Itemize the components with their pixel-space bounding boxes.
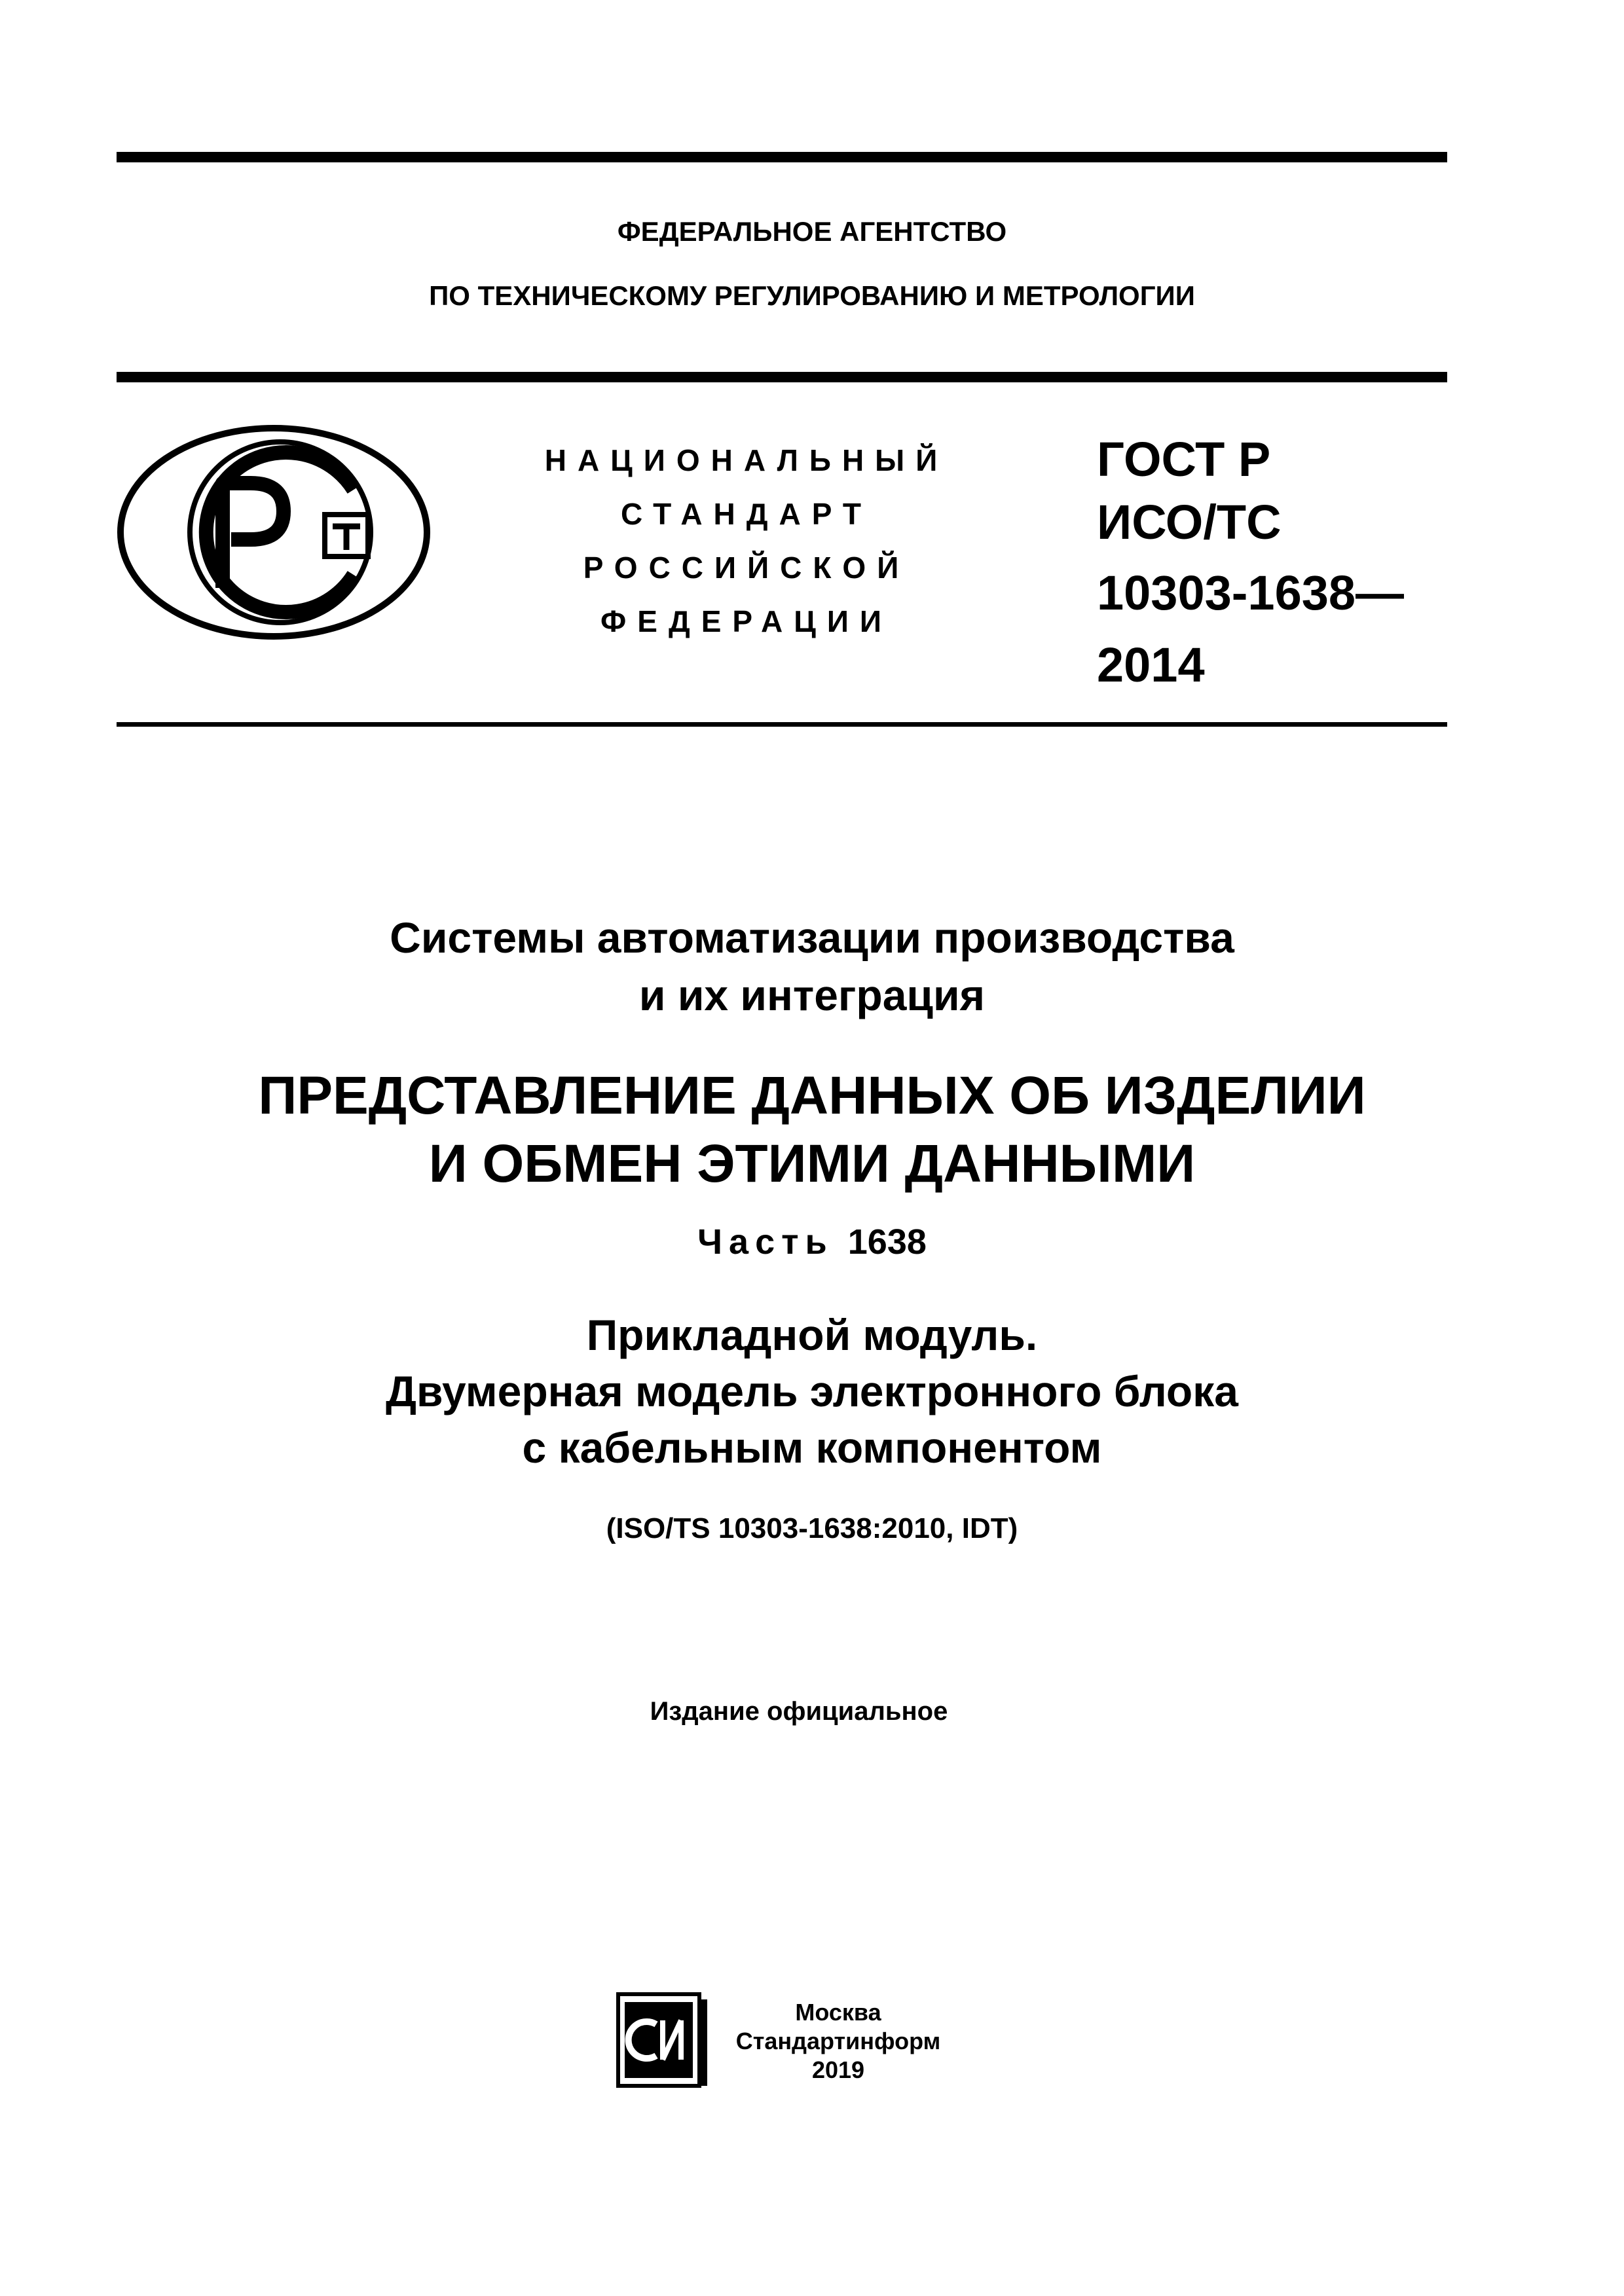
part-number: 1638 <box>847 1222 927 1262</box>
national-standard-line-3: РОССИЙСКОЙ <box>583 551 910 585</box>
national-standard-line-1: НАЦИОНАЛЬНЫЙ <box>544 443 949 477</box>
part-label <box>0 1222 1624 1262</box>
publisher-name: Стандартинформ <box>735 2028 941 2054</box>
subtitle-line-2: Двумерная модель электронного блока <box>386 1367 1238 1415</box>
general-title-line-2: и их интеграция <box>638 971 986 1019</box>
standard-designation-line-4: 2014 <box>1097 638 1205 692</box>
subtitle-line-3: с кабельным компонентом <box>522 1423 1102 1472</box>
agency-line-1: ФЕДЕРАЛЬНОЕ АГЕНТСТВО <box>617 216 1007 247</box>
part-word: Часть <box>697 1222 834 1262</box>
standartinform-logo-icon <box>616 1990 711 2090</box>
publisher-city: Москва <box>795 1999 881 2026</box>
main-title-line-2: И ОБМЕН ЭТИМИ ДАННЫМИ <box>428 1134 1196 1194</box>
rst-certification-mark-icon <box>117 424 431 640</box>
national-standard-line-2: СТАНДАРТ <box>621 497 872 531</box>
main-title-line-1: ПРЕДСТАВЛЕНИЕ ДАННЫХ ОБ ИЗДЕЛИИ <box>258 1066 1366 1125</box>
standard-designation-line-2: ИСО/ТС <box>1097 495 1282 549</box>
edition-label: Издание официальное <box>650 1697 948 1726</box>
subtitle-line-1: Прикладной модуль. <box>586 1311 1038 1359</box>
iso-reference: (ISO/TS 10303-1638:2010, IDT) <box>606 1512 1018 1544</box>
general-title-line-1: Системы автоматизации производства <box>390 913 1234 962</box>
agency-line-2: ПО ТЕХНИЧЕСКОМУ РЕГУЛИРОВАНИЮ И МЕТРОЛОГИИ <box>429 280 1195 311</box>
national-standard-line-4: ФЕДЕРАЦИИ <box>600 604 893 638</box>
standard-block-rule <box>117 722 1447 727</box>
header-rule <box>117 372 1447 382</box>
standard-designation-line-1: ГОСТ Р <box>1097 432 1271 486</box>
publication-year: 2019 <box>811 2056 865 2083</box>
top-rule <box>117 152 1447 162</box>
standard-designation-line-3: 10303-1638— <box>1097 566 1405 620</box>
